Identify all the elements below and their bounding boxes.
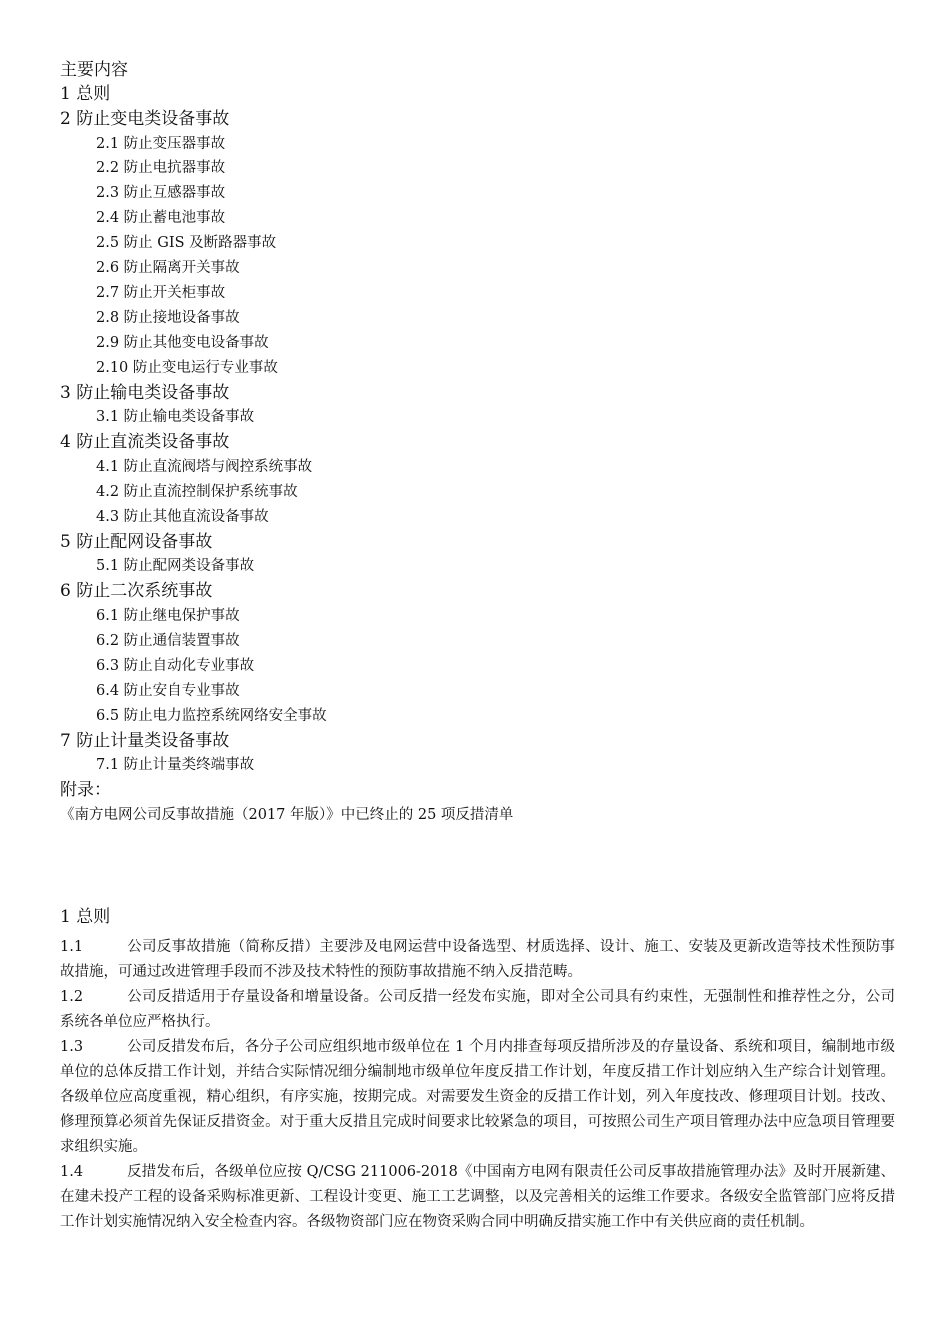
toc-item: 2.1 防止变压器事故 — [96, 135, 226, 152]
toc-item: 2.3 防止互感器事故 — [96, 185, 226, 202]
clause-number: 1.4 — [60, 1164, 84, 1180]
toc-section: 2 防止变电类设备事故 — [60, 108, 230, 129]
toc-item: 4.2 防止直流控制保护系统事故 — [96, 483, 298, 500]
toc-item: 6.1 防止继电保护事故 — [96, 608, 240, 625]
clause-paragraph — [60, 935, 895, 985]
appendix-item: 《南方电网公司反事故措施（2017 年版）》中已终止的 25 项反措清单 — [60, 807, 514, 824]
toc-title: 主要内容 — [60, 60, 128, 80]
toc-item: 2.2 防止电抗器事故 — [96, 160, 226, 177]
toc-item: 2.5 防止 GIS 及断路器事故 — [96, 235, 277, 252]
clause-paragraph — [60, 1160, 895, 1235]
toc-item: 4.1 防止直流阀塔与阀控系统事故 — [96, 458, 313, 475]
clause-paragraph — [60, 985, 895, 1035]
clause-number: 1.1 — [60, 939, 84, 955]
toc-section: 3 防止输电类设备事故 — [60, 382, 230, 403]
toc-item: 5.1 防止配网类设备事故 — [96, 558, 255, 575]
toc-item: 2.10 防止变电运行专业事故 — [96, 359, 278, 376]
toc-item: 6.4 防止安自专业事故 — [96, 682, 240, 699]
clause-text: 公司反措适用于存量设备和增量设备。公司反措一经发布实施，即对全公司具有约束性，无强制性和推荐性之分，公司系统各单位应严格执行。 — [60, 989, 895, 1030]
toc-item: 6.3 防止自动化专业事故 — [96, 657, 255, 674]
toc-item: 2.9 防止其他变电设备事故 — [96, 334, 269, 351]
toc-item: 2.6 防止隔离开关事故 — [96, 260, 240, 277]
toc-item: 6.5 防止电力监控系统网络安全事故 — [96, 707, 327, 724]
toc-item: 3.1 防止输电类设备事故 — [96, 409, 255, 426]
toc-section: 6 防止二次系统事故 — [60, 581, 213, 602]
toc-section: 1 总则 — [60, 84, 111, 104]
toc-section: 4 防止直流类设备事故 — [60, 432, 230, 453]
toc-item: 4.3 防止其他直流设备事故 — [96, 508, 269, 525]
toc-item: 2.4 防止蓄电池事故 — [96, 210, 226, 227]
toc-item: 2.7 防止开关柜事故 — [96, 284, 226, 301]
general-provisions-section — [60, 905, 895, 1235]
table-of-contents — [60, 58, 900, 828]
clause-number: 1.2 — [60, 989, 84, 1005]
section-heading: 1 总则 — [60, 907, 111, 927]
appendix-label: 附录： — [60, 780, 111, 801]
clause-number: 1.3 — [60, 1039, 84, 1055]
toc-item: 6.2 防止通信装置事故 — [96, 633, 240, 650]
toc-item: 2.8 防止接地设备事故 — [96, 309, 240, 326]
toc-section: 7 防止计量类设备事故 — [60, 730, 230, 751]
toc-section: 5 防止配网设备事故 — [60, 531, 213, 552]
toc-item: 7.1 防止计量类终端事故 — [96, 757, 255, 774]
clause-text: 反措发布后，各级单位应按 Q/CSG 211006-2018《中国南方电网有限责任公司反事故措施管理办法》及时开展新建、在建未投产工程的设备采购标准更新、工程设计变更、施工工艺调整，以及完善相关的运维工作要求。各级安全监管部门应将反措工作计划实施情况纳入安全检查内容。各级物资部门应在物资采购合同中明确反措实施工作中有关供应商的责任机制。 — [60, 1164, 895, 1230]
clause-text: 公司反措发布后，各分子公司应组织地市级单位在 1 个月内排查每项反措所涉及的存量设备、系统和项目，编制地市级单位的总体反措工作计划，并结合实际情况细分编制地市级单位年度反措工作计划，年度反措工作计划应纳入生产综合计划管理。各级单位应高度重视，精心组织，有序实施，按期完成。对需要发生资金的反措工作计划，列入年度技改、修理项目计划。技改、修理预算必须首先保证反措资金。对于重大反措且完成时间要求比较紧急的项目，可按照公司生产项目管理办法中应急项目管理要求组织实施。 — [60, 1039, 895, 1155]
clause-paragraph — [60, 1035, 895, 1160]
clause-text: 公司反事故措施（简称反措）主要涉及电网运营中设备选型、材质选择、设计、施工、安装及更新改造等技术性预防事故措施，可通过改进管理手段而不涉及技术特性的预防事故措施不纳入反措范畴。 — [60, 939, 895, 980]
